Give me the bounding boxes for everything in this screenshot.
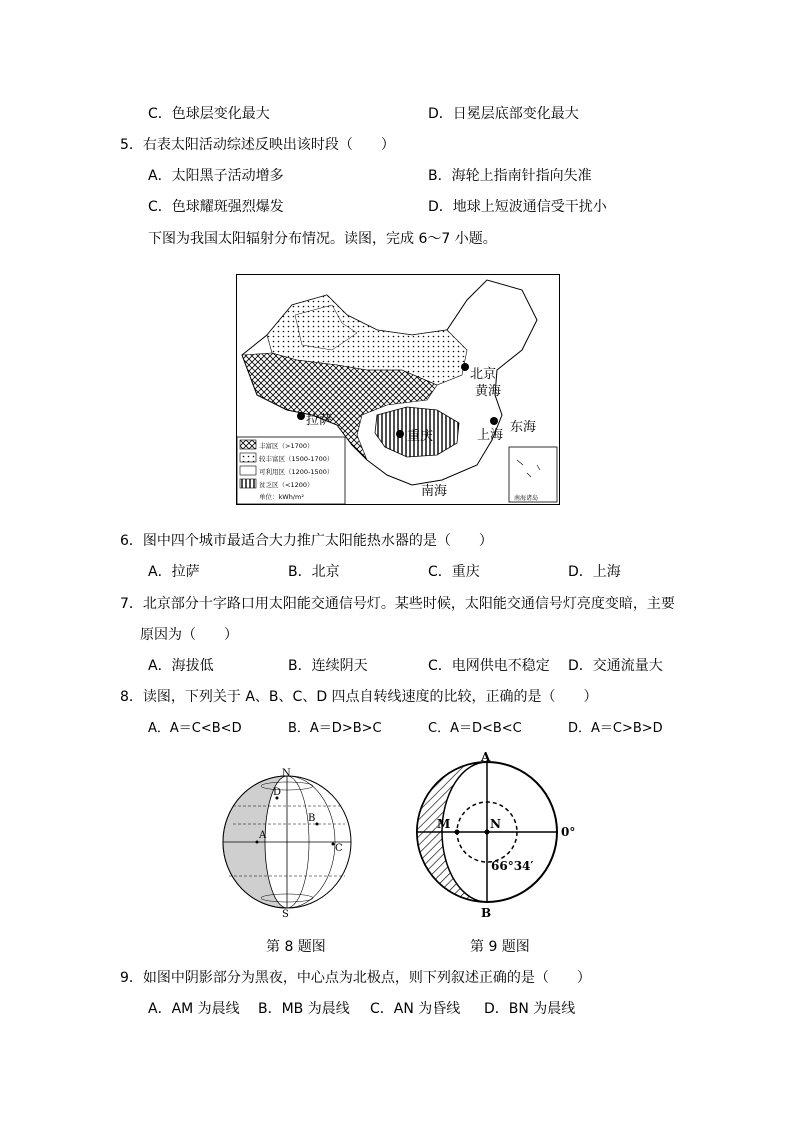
q4-option-c: C．色球层变化最大 [148, 106, 270, 122]
fig9-caption: 第 9 题图 [470, 939, 530, 955]
q6-option-b: B．北京 [288, 564, 340, 580]
fig9-A: A [481, 750, 491, 764]
fig8-A: A [259, 830, 267, 841]
q6-option-c: C．重庆 [428, 564, 480, 580]
fig9-B: B [481, 906, 492, 920]
chongqing-dot [396, 430, 404, 438]
south-sea-label: 南海 [421, 484, 448, 499]
q6-option-d: D．上海 [568, 564, 621, 580]
q7-option-d: D．交通流量大 [568, 658, 663, 674]
south-sea-inset [509, 447, 557, 502]
q8-stem: 8．读图，下列关于 A、B、C、D 四点自转线速度的比较，正确的是（ ） [120, 689, 598, 705]
q7-option-c: C．电网供电不稳定 [428, 658, 550, 674]
q9-option-d: D．BN 为晨线 [484, 1001, 576, 1017]
q8-option-d: D．A＝C>B>D [568, 721, 663, 736]
fig9-polar [405, 748, 580, 923]
q5-option-c: C．色球耀斑强烈爆发 [148, 199, 284, 215]
fig8-D: D [273, 787, 282, 798]
beijing-label: 北京 [470, 367, 497, 382]
q9-option-c: C．AN 为昏线 [370, 1001, 461, 1017]
q8-option-a: A．A＝C<B<D [148, 721, 242, 736]
q5-stem: 5．右表太阳活动综述反映出该时段（ ） [120, 137, 395, 153]
fig8-N: N [282, 768, 291, 779]
intro-6-7: 下图为我国太阳辐射分布情况。读图，完成 6～7 小题。 [148, 231, 497, 247]
q9-stem: 9．如图中阴影部分为黑夜，中心点为北极点，则下列叙述正确的是（ ） [120, 970, 591, 986]
legend-unit: 单位：kWh/m² [259, 493, 304, 501]
map-graphic [237, 275, 559, 504]
fig8-globe [215, 764, 365, 919]
east-sea-label: 东海 [510, 420, 537, 435]
q8-option-b: B．A＝D>B>C [288, 721, 382, 736]
legend-rich: 丰富区（>1700） [259, 442, 314, 450]
q9-option-a: A．AM 为晨线 [148, 1001, 240, 1017]
q5-option-d: D．地球上短波通信受干扰小 [428, 199, 607, 215]
shanghai-label: 上海 [477, 428, 504, 443]
beijing-dot [461, 363, 469, 371]
q9-option-b: B．MB 为晨线 [258, 1001, 350, 1017]
solar-radiation-map [236, 274, 560, 505]
fig9-M: M [437, 817, 451, 831]
q7-stem-line1: 7．北京部分十字路口用太阳能交通信号灯。某些时候，太阳能交通信号灯亮度变暗，主要 [120, 596, 675, 612]
fig8-S: S [282, 909, 289, 919]
q5-option-a: A．太阳黑子活动增多 [148, 168, 284, 184]
legend-relatively-rich: 较丰富区（1500-1700） [259, 455, 334, 463]
lhasa-label: 拉萨 [306, 413, 333, 428]
fig9-zero: 0° [561, 825, 576, 839]
q7-stem-line2: 原因为（ ） [140, 627, 238, 643]
q6-option-a: A．拉萨 [148, 564, 200, 580]
fig8-C: C [335, 843, 343, 854]
q6-stem: 6．图中四个城市最适合大力推广太阳能热水器的是（ ） [120, 533, 493, 549]
q8-option-c: C．A＝D<B<C [428, 721, 522, 736]
inset-label: 南海诸岛 [514, 495, 539, 502]
lhasa-dot [297, 412, 305, 420]
yellow-sea-label: 黄海 [475, 384, 502, 399]
q5-option-b: B．海轮上指南针指向失准 [428, 168, 592, 184]
fig9-N: N [490, 817, 501, 831]
q4-option-d: D．日冕层底部变化最大 [428, 106, 579, 122]
legend-poor: 贫乏区（<1200） [259, 481, 314, 489]
chongqing-label: 重庆 [407, 429, 434, 444]
q7-option-b: B．连续阴天 [288, 658, 368, 674]
legend-usable: 可利用区（1200-1500） [259, 468, 334, 476]
shanghai-dot [490, 417, 498, 425]
fig8-B: B [308, 813, 316, 824]
fig9-lat: 66°34′ [491, 859, 534, 873]
fig8-caption: 第 8 题图 [266, 939, 326, 955]
q7-option-a: A．海拔低 [148, 658, 214, 674]
